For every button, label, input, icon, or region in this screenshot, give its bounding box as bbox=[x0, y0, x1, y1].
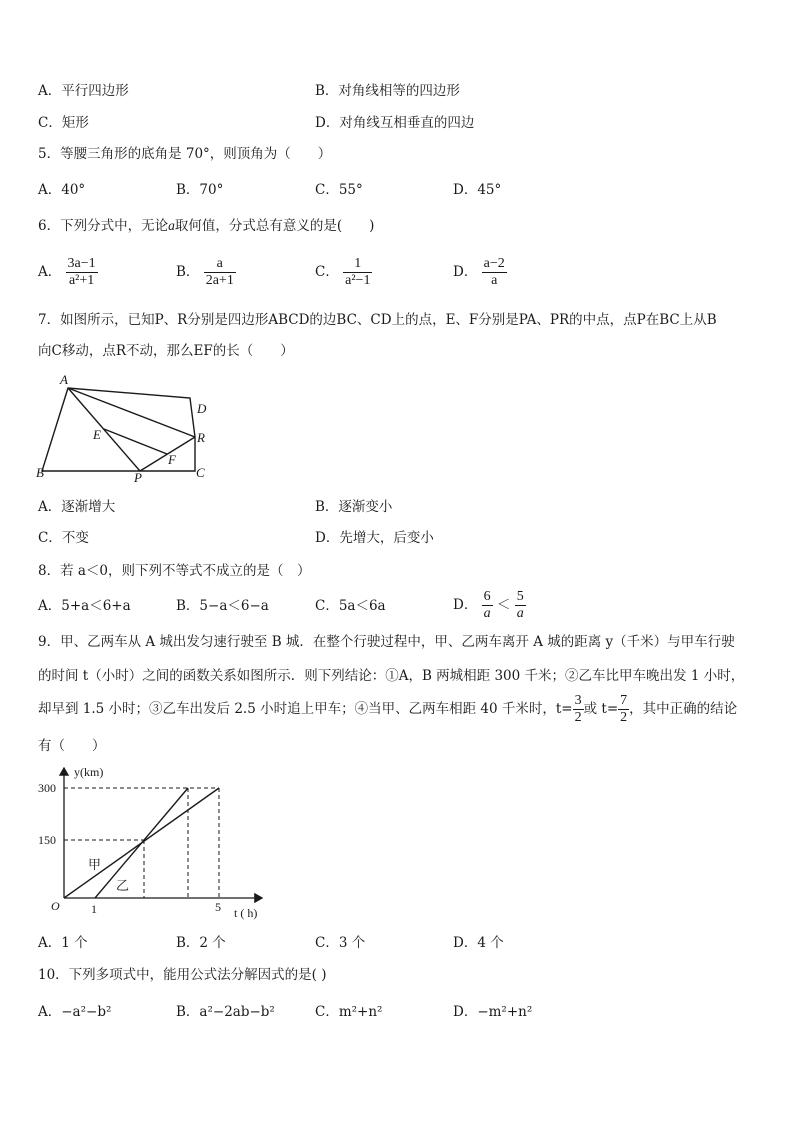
q6-stem-var: a bbox=[168, 218, 175, 233]
q6-d-denominator: a bbox=[491, 273, 498, 288]
q6-stem-post: 取何值，分式总有意义的是( ) bbox=[174, 218, 375, 234]
q7-option-b: B．逐渐变小 bbox=[315, 499, 393, 515]
q9-line2: 的时间 t（小时）之间的函数关系如图所示．则下列结论：①A，B 两城相距 300 千米；②乙车比甲车晚出发 1 小时， bbox=[38, 668, 745, 684]
q9-line3 bbox=[38, 693, 737, 726]
y-axis-label: y(km) bbox=[74, 765, 104, 779]
q8-d-right-fraction bbox=[515, 589, 526, 622]
q8-option-d-label: D． bbox=[453, 597, 478, 613]
series-jia-label: 甲 bbox=[88, 857, 102, 872]
label-d: D bbox=[197, 401, 207, 416]
origin-label: O bbox=[51, 899, 60, 913]
segment-ef bbox=[104, 429, 167, 454]
label-r: R bbox=[197, 430, 205, 445]
y-tick-150: 150 bbox=[38, 833, 56, 847]
q7-stem-line2: 向C移动，点R不动，那么EF的长（ ） bbox=[38, 343, 294, 359]
q4-option-d: D．对角线互相垂直的四边 bbox=[315, 115, 475, 131]
q9-option-a: A．1 个 bbox=[38, 935, 88, 951]
x-tick-1: 1 bbox=[91, 902, 97, 916]
q7-stem-line1: 7．如图所示，已知P、R分别是四边形ABCD的边BC、CD上的点，E、F分别是PA、PR的中点，点P在BC上从B bbox=[38, 312, 717, 328]
series-yi-line bbox=[95, 788, 188, 898]
q4-option-a: A．平行四边形 bbox=[38, 83, 129, 99]
q6-stem-pre: 6．下列分式中，无论 bbox=[38, 218, 169, 234]
q10-option-c: C．m²+n² bbox=[315, 1004, 383, 1020]
q9-line3-pre: 却早到 1.5 小时；③乙车出发后 2.5 小时追上甲车；④当甲、乙两车相距 40 千米时，t= bbox=[38, 701, 573, 717]
q10-option-b: B．a²−2ab−b² bbox=[176, 1004, 275, 1020]
q7-quadrilateral-figure bbox=[30, 370, 230, 486]
q8-option-c: C．5a＜6a bbox=[315, 598, 386, 614]
q9-frac2-den: 2 bbox=[620, 710, 628, 725]
q9-option-d: D．4 个 bbox=[453, 935, 504, 951]
q6-option-d-label: D． bbox=[453, 264, 478, 280]
label-p: P bbox=[134, 470, 142, 485]
q5-option-b: B．70° bbox=[176, 182, 224, 198]
q4-option-c: C．矩形 bbox=[38, 115, 89, 131]
q6-a-denominator: a²+1 bbox=[68, 273, 95, 288]
q9-line3-mid: 或 t= bbox=[583, 701, 619, 717]
q10-option-a: A．−a²−b² bbox=[38, 1004, 112, 1020]
q7-option-a: A．逐渐增大 bbox=[38, 499, 116, 515]
y-tick-300: 300 bbox=[38, 781, 56, 795]
q6-a-numerator: 3a−1 bbox=[67, 256, 96, 271]
label-f: F bbox=[168, 452, 176, 467]
q9-frac1-den: 2 bbox=[574, 710, 582, 725]
q6-b-numerator: a bbox=[204, 256, 236, 273]
q7-option-d: D．先增大，后变小 bbox=[315, 530, 434, 546]
q9-frac2-num: 7 bbox=[620, 693, 628, 708]
q8-option-b: B．5−a＜6−a bbox=[176, 598, 269, 614]
q9-option-b: B．2 个 bbox=[176, 935, 226, 951]
q9-option-c: C．3 个 bbox=[315, 935, 366, 951]
q6-option-c-label: C． bbox=[315, 264, 339, 280]
q6-option-b bbox=[176, 256, 236, 289]
q6-stem bbox=[38, 217, 374, 235]
q8-d-left-den: a bbox=[483, 606, 491, 621]
q9-frac-3-2 bbox=[573, 693, 584, 726]
q8-d-left-num: 6 bbox=[483, 589, 491, 604]
q9-line4: 有（ ） bbox=[38, 738, 106, 754]
q8-option-a: A．5+a＜6+a bbox=[38, 598, 131, 614]
q6-option-b-label: B． bbox=[176, 264, 200, 280]
segment-ar bbox=[68, 388, 195, 437]
q8-stem: 8．若 a＜0，则下列不等式不成立的是（ ） bbox=[38, 563, 311, 579]
q6-option-a bbox=[38, 256, 98, 289]
q6-option-a-fraction bbox=[66, 256, 98, 289]
q9-line1: 9．甲、乙两车从 A 城出发匀速行驶至 B 城．在整个行驶过程中，甲、乙两车离开 A 城的距离 y（千米）与甲车行驶 bbox=[38, 634, 735, 650]
q9-line3-post: ，其中正确的结论 bbox=[629, 701, 738, 717]
q10-stem: 10．下列多项式中，能用公式法分解因式的是( ) bbox=[38, 967, 327, 983]
label-b: B bbox=[36, 465, 44, 480]
q8-d-less-than: ＜ bbox=[496, 597, 511, 613]
q10-option-d: D．−m²+n² bbox=[453, 1004, 533, 1020]
label-a: A bbox=[60, 372, 68, 387]
q8-option-d bbox=[453, 589, 526, 622]
series-yi-label: 乙 bbox=[116, 878, 130, 893]
q4-option-b: B．对角线相等的四边形 bbox=[315, 83, 460, 99]
q8-d-left-fraction bbox=[482, 589, 493, 622]
q6-b-denominator: 2a+1 bbox=[205, 273, 234, 288]
q8-d-right-den: a bbox=[516, 606, 524, 621]
q6-d-numerator: a−2 bbox=[483, 256, 505, 271]
q6-option-a-label: A． bbox=[38, 264, 62, 280]
q5-option-a: A．40° bbox=[38, 182, 86, 198]
label-c: C bbox=[196, 465, 205, 480]
q5-option-d: D．45° bbox=[453, 182, 502, 198]
q6-option-d-fraction bbox=[482, 256, 507, 289]
q5-stem: 5．等腰三角形的底角是 70°，则顶角为（ ） bbox=[38, 146, 332, 162]
q6-option-c-fraction bbox=[343, 256, 372, 289]
x-tick-5: 5 bbox=[215, 900, 221, 914]
q9-frac-7-2 bbox=[618, 693, 629, 726]
q6-option-d bbox=[453, 256, 507, 289]
q5-option-c: C．55° bbox=[315, 182, 363, 198]
q6-c-denominator: a²−1 bbox=[345, 273, 371, 288]
q6-c-numerator: 1 bbox=[343, 256, 372, 273]
q9-distance-time-graph bbox=[30, 762, 275, 922]
x-axis-label: t ( h) bbox=[234, 906, 258, 920]
q6-option-c bbox=[315, 256, 372, 289]
q6-option-b-fraction bbox=[204, 256, 236, 289]
q7-option-c: C．不变 bbox=[38, 530, 89, 546]
label-e: E bbox=[93, 427, 101, 442]
q9-frac1-num: 3 bbox=[574, 693, 582, 708]
q8-d-right-num: 5 bbox=[516, 589, 524, 604]
